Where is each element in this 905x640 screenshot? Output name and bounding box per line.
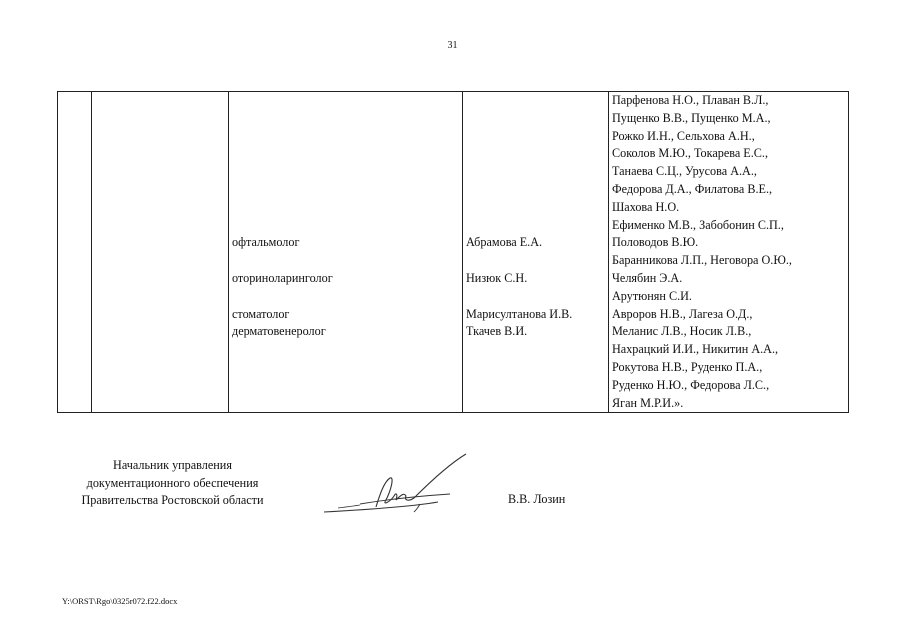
specialty-line: стоматолог [232,306,290,321]
signatory-title-line: документационного обеспечения [86,475,259,490]
specialty-line: офтальмолог [232,235,300,250]
chief-line: Ткачев В.И. [466,324,528,339]
chief-line: Абрамова Е.А. [466,235,543,250]
chief-cell [463,92,609,413]
chief-line [466,145,608,163]
member-line: Шахова Н.О. [612,199,680,214]
chief-line [466,217,608,235]
specialty-line [232,110,462,128]
member-line: Рокутова Н.В., Руденко П.А., [612,359,763,374]
chief-line [466,181,608,199]
signatory-title-line: Начальник управления [113,458,232,472]
member-line: Танаева С.Ц., Урусова А.А., [612,164,757,179]
row-number-cell [58,92,92,413]
chief-line [466,252,608,270]
chief-line [466,110,608,128]
member-line: Нахрацкий И.И., Никитин А.А., [612,342,779,357]
chief-line [466,288,608,306]
member-line: Федорова Д.А., Филатова В.Е., [612,181,773,196]
member-line: Рожко И.Н., Сельхова А.Н., [612,128,755,143]
specialty-line [232,163,462,181]
member-line: Соколов М.Ю., Токарева Е.С., [612,146,769,161]
specialty-line [232,252,462,270]
signatory-title [55,457,290,510]
member-line: Руденко Н.Ю., Федорова Л.С., [612,377,770,392]
chief-line: Марисултанова И.В. [466,306,573,321]
member-line: Челябин Э.А. [612,270,683,285]
chief-line [466,163,608,181]
specialists-table [57,91,849,413]
member-line: Баранникова Л.П., Неговора О.Ю., [612,253,792,268]
specialty-line [232,92,462,110]
member-line: Парфенова Н.О., Плаван В.Л., [612,93,769,107]
specialty-line [232,288,462,306]
specialty-line [232,199,462,217]
specialty-line: дерматовенеролог [232,324,326,339]
member-line: Яган М.Р.И.». [612,395,684,410]
chief-line [466,199,608,217]
specialty-line [232,128,462,146]
handwritten-signature [320,452,480,518]
signatory-title-line: Правительства Ростовской области [81,493,264,507]
member-line: Меланис Л.В., Носик Л.В., [612,324,752,339]
specialty-cell [229,92,463,413]
member-line: Пущенко В.В., Пущенко М.А., [612,110,771,125]
specialty-line: оториноларинголог [232,270,333,285]
member-line: Арутюнян С.И. [612,288,692,303]
members-cell [609,92,849,413]
specialty-line [232,217,462,235]
member-line: Авроров Н.В., Лагеза О.Д., [612,306,753,321]
organization-cell [92,92,229,413]
signatory-name: В.В. Лозин [508,492,566,506]
specialty-line [232,181,462,199]
file-path: Y:\ORST\Rgo\0325r072.f22.docx [62,596,178,606]
specialty-line [232,145,462,163]
chief-line [466,92,608,110]
table-row [58,92,849,413]
page-number: 31 [447,40,458,51]
member-line: Ефименко М.В., Забобонин С.П., [612,217,784,232]
chief-line [466,128,608,146]
member-line: Половодов В.Ю. [612,235,699,250]
chief-line: Низюк С.Н. [466,270,528,285]
